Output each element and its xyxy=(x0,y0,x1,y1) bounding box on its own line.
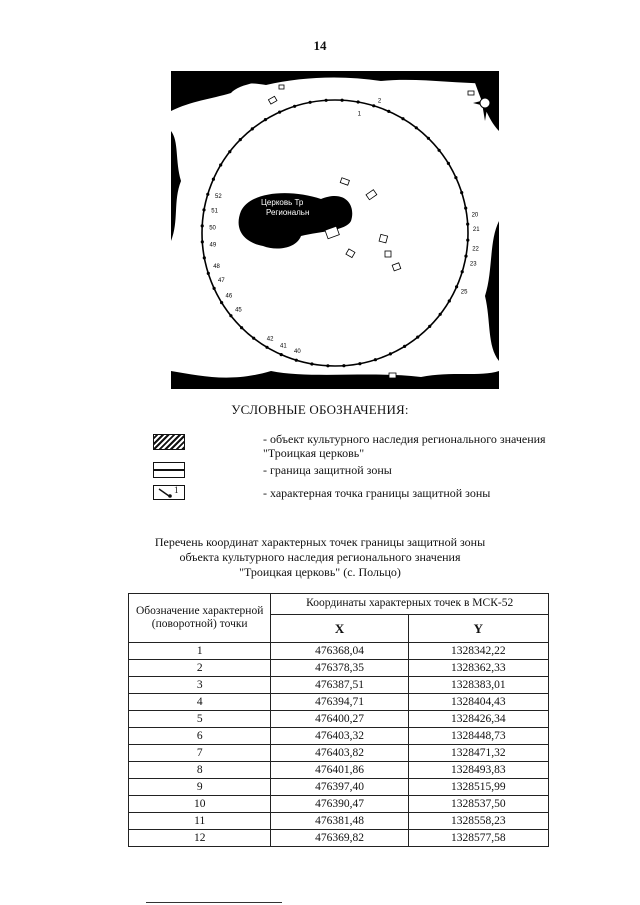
table-row xyxy=(129,762,549,779)
zone-boundary-icon xyxy=(153,462,185,478)
legend-title: УСЛОВНЫЕ ОБОЗНАЧЕНИЯ: xyxy=(231,402,409,417)
boundary-point-label: 49 xyxy=(209,242,217,249)
boundary-point xyxy=(202,208,205,211)
footer-rule xyxy=(146,902,282,903)
cell-x: 476397,40 xyxy=(271,779,408,796)
cell-point-number: 7 xyxy=(129,745,271,762)
boundary-point xyxy=(219,163,222,166)
boundary-point xyxy=(342,364,345,367)
cell-point-number: 3 xyxy=(129,677,271,694)
table-row xyxy=(129,830,549,847)
cell-y: 1328577,58 xyxy=(408,830,548,847)
cell-x: 476401,86 xyxy=(271,762,408,779)
boundary-point-label: 2 xyxy=(377,98,382,105)
boundary-point xyxy=(220,301,223,304)
boundary-point xyxy=(464,255,467,258)
boundary-point-label: 42 xyxy=(266,336,274,343)
table-row xyxy=(129,711,549,728)
zone-map xyxy=(171,71,499,389)
cell-x: 476390,47 xyxy=(271,796,408,813)
cell-x: 476368,04 xyxy=(271,643,408,660)
boundary-point-label: 21 xyxy=(472,227,480,234)
boundary-point xyxy=(358,362,361,365)
boundary-point xyxy=(265,346,268,349)
cell-y: 1328342,22 xyxy=(408,643,548,660)
boundary-point xyxy=(387,110,390,113)
boundary-point xyxy=(203,256,206,259)
legend-object-text: - объект культурного наследия регионального значения "Троицкая церковь" xyxy=(263,432,546,460)
boundary-point xyxy=(206,193,209,196)
cell-x: 476378,35 xyxy=(271,660,408,677)
table-row xyxy=(129,643,549,660)
cell-x: 476387,51 xyxy=(271,677,408,694)
boundary-point xyxy=(372,104,375,107)
boundary-point xyxy=(416,336,419,339)
coordinates-table-body xyxy=(129,643,549,847)
cell-x: 476403,82 xyxy=(271,745,408,762)
boundary-point-label: 1 xyxy=(357,111,361,118)
cell-x: 476400,27 xyxy=(271,711,408,728)
hatched-object-icon xyxy=(153,434,185,450)
list-title-line-2: объекта культурного наследия регионального значения xyxy=(179,550,461,564)
boundary-point-label: 41 xyxy=(280,343,287,350)
cell-point-number: 10 xyxy=(129,796,271,813)
boundary-point xyxy=(280,353,283,356)
boundary-point xyxy=(309,101,312,104)
coordinates-table xyxy=(128,593,549,847)
table-row xyxy=(129,694,549,711)
boundary-point xyxy=(464,207,467,210)
boundary-point xyxy=(207,272,210,275)
table-row xyxy=(129,728,549,745)
map-object-label-1: Церковь Тр xyxy=(261,198,304,207)
cell-point-number: 8 xyxy=(129,762,271,779)
boundary-point xyxy=(251,127,254,130)
boundary-point-label: 40 xyxy=(294,349,301,355)
boundary-point xyxy=(278,111,281,114)
table-row xyxy=(129,660,549,677)
boundary-point-label: 48 xyxy=(213,263,220,270)
boundary-point xyxy=(448,299,451,302)
boundary-point xyxy=(466,223,469,226)
boundary-point xyxy=(325,99,328,102)
header-y: Y xyxy=(408,614,548,642)
page-number: 14 xyxy=(313,38,327,53)
cell-y: 1328471,32 xyxy=(408,745,548,762)
boundary-point-label: 23 xyxy=(469,261,477,268)
boundary-point xyxy=(326,364,329,367)
cell-y: 1328362,33 xyxy=(408,660,548,677)
cell-y: 1328558,23 xyxy=(408,813,548,830)
cell-x: 476369,82 xyxy=(271,830,408,847)
boundary-point xyxy=(201,240,204,243)
boundary-point-label: 52 xyxy=(215,194,222,200)
table-row xyxy=(129,796,549,813)
boundary-point xyxy=(201,224,204,227)
boundary-point xyxy=(415,126,418,129)
boundary-point xyxy=(460,191,463,194)
cell-y: 1328404,43 xyxy=(408,694,548,711)
boundary-point xyxy=(389,352,392,355)
list-title-line-1: Перечень координат характерных точек границы защитной зоны xyxy=(154,535,486,549)
cell-x: 476403,32 xyxy=(271,728,408,745)
boundary-point xyxy=(439,313,442,316)
boundary-point xyxy=(293,105,296,108)
cell-x: 476381,48 xyxy=(271,813,408,830)
table-row xyxy=(129,813,549,830)
cell-x: 476394,71 xyxy=(271,694,408,711)
boundary-point xyxy=(428,325,431,328)
table-row xyxy=(129,745,549,762)
cell-point-number: 2 xyxy=(129,660,271,677)
boundary-point xyxy=(240,326,243,329)
cell-point-number: 5 xyxy=(129,711,271,728)
boundary-point xyxy=(239,138,242,141)
boundary-point xyxy=(213,287,216,290)
boundary-point xyxy=(447,162,450,165)
boundary-point-label: 22 xyxy=(472,246,479,253)
boundary-point xyxy=(341,99,344,102)
boundary-point xyxy=(455,285,458,288)
header-x: X xyxy=(271,614,408,642)
boundary-point xyxy=(374,358,377,361)
cell-point-number: 12 xyxy=(129,830,271,847)
boundary-point-label: 46 xyxy=(225,293,233,300)
boundary-point xyxy=(454,176,457,179)
cell-point-number: 6 xyxy=(129,728,271,745)
boundary-point xyxy=(466,239,469,242)
cell-point-number: 11 xyxy=(129,813,271,830)
boundary-point xyxy=(212,178,215,181)
cell-y: 1328383,01 xyxy=(408,677,548,694)
boundary-point xyxy=(427,137,430,140)
boundary-point xyxy=(229,314,232,317)
boundary-point-label: 51 xyxy=(211,208,218,215)
boundary-point xyxy=(228,150,231,153)
legend-point-text: - характерная точка границы защитной зоны xyxy=(263,486,491,500)
cell-y: 1328515,99 xyxy=(408,779,548,796)
table-row xyxy=(129,677,549,694)
boundary-point-label: 50 xyxy=(209,225,216,232)
legend-boundary-text: - граница защитной зоны xyxy=(263,463,392,477)
boundary-point-icon xyxy=(153,485,185,500)
cell-y: 1328426,34 xyxy=(408,711,548,728)
boundary-point xyxy=(310,362,313,365)
cell-point-number: 9 xyxy=(129,779,271,796)
boundary-point xyxy=(461,270,464,273)
boundary-point xyxy=(252,337,255,340)
header-point-designation: Обозначение характерной (поворотной) точки xyxy=(129,594,271,643)
boundary-point xyxy=(438,149,441,152)
list-title-line-3: "Троицкая церковь" (с. Польцо) xyxy=(239,565,401,579)
cell-y: 1328493,83 xyxy=(408,762,548,779)
boundary-point xyxy=(264,118,267,121)
boundary-point xyxy=(403,345,406,348)
coordinates-list-title xyxy=(0,535,640,580)
legend-point-number: 1 xyxy=(174,485,179,495)
boundary-point xyxy=(295,359,298,362)
boundary-point xyxy=(401,117,404,120)
cell-point-number: 4 xyxy=(129,694,271,711)
boundary-point-label: 47 xyxy=(218,278,225,285)
cell-y: 1328448,73 xyxy=(408,728,548,745)
header-coordinates-group: Координаты характерных точек в МСК-52 xyxy=(271,594,549,615)
map-object-label-2: Региональн xyxy=(266,208,310,217)
cell-y: 1328537,50 xyxy=(408,796,548,813)
table-row xyxy=(129,779,549,796)
map-drawing xyxy=(171,71,499,389)
cell-point-number: 1 xyxy=(129,643,271,660)
boundary-point-label: 45 xyxy=(235,307,242,314)
boundary-point-label: 20 xyxy=(471,212,479,219)
boundary-point-label: 25 xyxy=(460,289,468,296)
boundary-point xyxy=(357,100,360,103)
